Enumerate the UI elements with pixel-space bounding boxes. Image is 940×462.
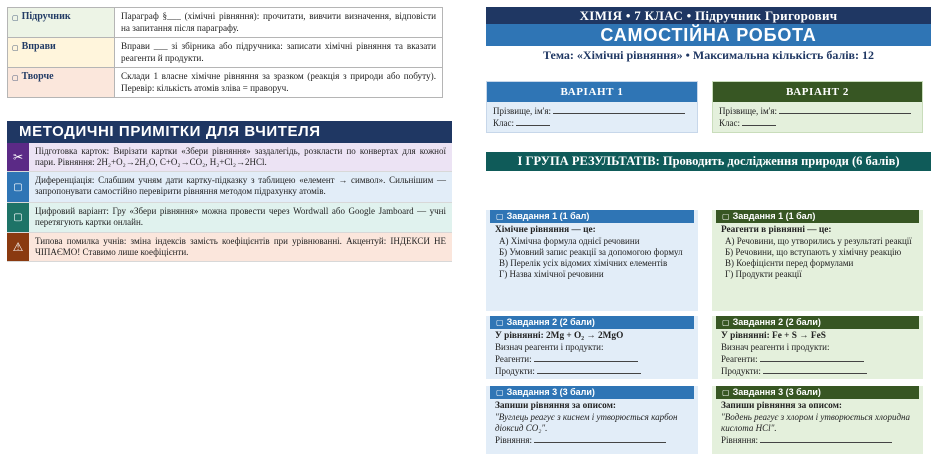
checkbox-icon: ▢ [722, 388, 730, 397]
answer-option[interactable]: Б) Речовини, що вступають у хімічну реакцію [725, 247, 902, 257]
class-field[interactable] [742, 117, 776, 126]
checkbox-icon: ▢ [496, 388, 504, 397]
subject-line: ХІМІЯ • 7 КЛАС • Підручник Григорович [486, 7, 931, 24]
star-icon: ▢ [12, 74, 19, 82]
variant-2-header: ВАРІАНТ 2 [713, 82, 922, 102]
note-item: ▢ Диференціація: Слабшим учням дати картку-підказку з таблицею «елемент → символ». Сильнішим — запропонувати самостійно перевірити рівняння методом підрахунку атомів. [7, 172, 452, 203]
checkbox-icon: ▢ [722, 212, 730, 221]
checkbox-icon: ▢ [722, 318, 730, 327]
answer-option[interactable]: А) Речовини, що утворились у результаті реакції [725, 236, 912, 246]
page-title: САМОСТІЙНА РОБОТА [486, 24, 931, 46]
v1-task-3: ▢ Завдання 3 (3 бали) Запиши рівняння за описом: "Вуглець реагує з киснем і утворюється карбон діоксид CO₂". Рівняння: [486, 386, 698, 454]
variant-2-box: ВАРІАНТ 2 Прізвище, ім'я: Клас: [712, 81, 923, 133]
checkbox-icon: ▢ [496, 212, 504, 221]
checkbox-icon: ▢ [496, 318, 504, 327]
answer-option[interactable]: Г) Назва хімічної речовини [499, 269, 604, 279]
equation-field[interactable] [534, 434, 666, 443]
answer-option[interactable]: А) Хімічна формула однієї речовини [499, 236, 640, 246]
name-field[interactable] [779, 105, 911, 114]
name-field[interactable] [553, 105, 685, 114]
note-item: ✂ Підготовка карток: Вирізати картки «Збери рівняння» заздалегідь, розкласти по конвертах для кожної пари. Рівняння: 2H₂+O₂→2H₂O, C+O₂→CO₂, H₂+Cl₂→2HCl. [7, 143, 452, 172]
variant-1-header: ВАРІАНТ 1 [487, 82, 697, 102]
variant-1-box: ВАРІАНТ 1 Прізвище, ім'я: Клас: [486, 81, 698, 133]
products-field[interactable] [537, 365, 641, 374]
scissors-icon: ✂ [7, 143, 29, 171]
class-field[interactable] [516, 117, 550, 126]
book-icon: ▢ [12, 14, 19, 22]
v2-task-1: ▢ Завдання 1 (1 бал) Реагенти в рівнянні — це: А) Речовини, що утворились у результаті реакції Б) Речовини, що вступають у хімічну реакцію В) Коефіцієнти перед формулами Г) Продукти реакції [712, 210, 923, 311]
v2-task-3: ▢ Завдання 3 (3 бали) Запиши рівняння за описом: "Водень реагує з хлором і утворюється хлоридна кислота HCl". Рівняння: [712, 386, 923, 454]
computer-icon: ▢ [7, 203, 29, 232]
answer-option[interactable]: Г) Продукти реакції [725, 269, 802, 279]
note-item: ▢ Цифровий варіант: Гру «Збери рівняння» можна провести через Wordwall або Google Jamboard — учні перетягують картки онлайн. [7, 203, 452, 233]
v1-task-2: ▢ Завдання 2 (2 бали) У рівнянні: 2Mg + O₂ → 2MgO Визнач реагенти і продукти: Реагенти: Продукти: [486, 316, 698, 379]
equation-field[interactable] [760, 434, 892, 443]
note-item: ⚠ Типова помилка учнів: зміна індексів замість коефіцієнтів при урівнюванні. Акцентуй: ІНДЕКСИ НЕ ЧІПАЄМО! Ставимо лише коефіцієнти. [7, 233, 452, 262]
test-header [486, 7, 931, 64]
products-field[interactable] [763, 365, 867, 374]
warning-icon: ⚠ [7, 233, 29, 261]
reagents-field[interactable] [534, 353, 638, 362]
group-bar: I ГРУПА РЕЗУЛЬТАТІВ: Проводить дослідження природи (6 балів) [486, 152, 931, 186]
homework-row-creative: ▢ Творче Склади 1 власне хімічне рівняння за зразком (реакція з природи або побуту). Перевір: кількість атомів зліва = праворуч. [7, 68, 443, 98]
answer-option[interactable]: В) Перелік усіх відомих хімічних елементів [499, 258, 668, 268]
v1-task-1: ▢ Завдання 1 (1 бал) Хімічне рівняння — це: А) Хімічна формула однієї речовини Б) Умовний запис реакції за допомогою формул В) Перелік усіх відомих хімічних елементів Г) Назва хімічної речовини [486, 210, 698, 311]
v2-task-2: ▢ Завдання 2 (2 бали) У рівнянні: Fe + S → FeS Визнач реагенти і продукти: Реагенти: Продукти: [712, 316, 923, 379]
idea-icon: ▢ [7, 172, 29, 202]
page-subtitle: Тема: «Хімічні рівняння» • Максимальна кількість балів: 12 [542, 48, 875, 62]
notes-title: МЕТОДИЧНІ ПРИМІТКИ ДЛЯ ВЧИТЕЛЯ [7, 121, 452, 143]
answer-option[interactable]: Б) Умовний запис реакції за допомогою формул [499, 247, 683, 257]
answer-option[interactable]: В) Коефіцієнти перед формулами [725, 258, 854, 268]
homework-row-textbook: ▢ Підручник Параграф §___ (хімічні рівняння): прочитати, вивчити визначення, відповісти на запитання після параграфу. [7, 7, 443, 38]
reagents-field[interactable] [760, 353, 864, 362]
homework-table [7, 7, 443, 98]
teacher-notes [7, 121, 452, 262]
pencil-icon: ▢ [12, 44, 19, 52]
homework-row-exercises: ▢ Вправи Вправи ___ зі збірника або підручника: записати хімічні рівняння та вказати реагенти й продукти. [7, 38, 443, 68]
